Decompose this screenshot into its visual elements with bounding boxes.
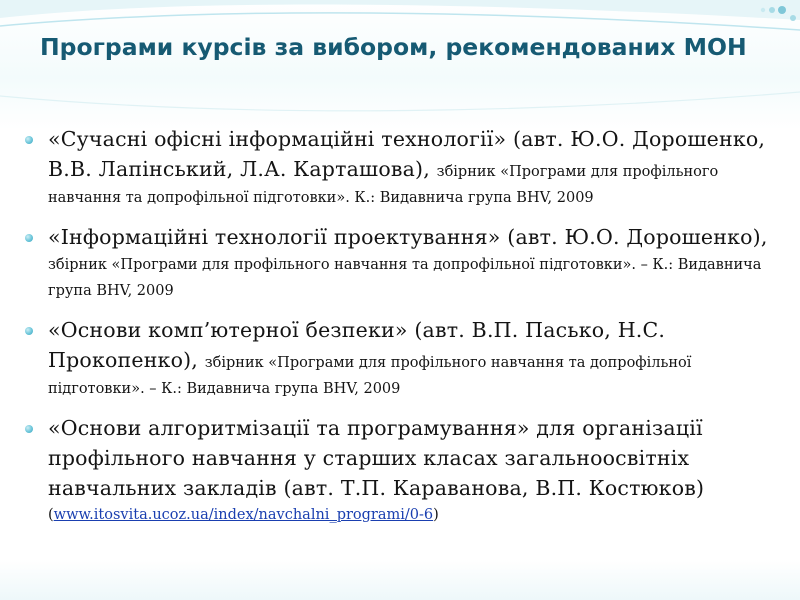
link-open-paren: ( <box>48 507 54 523</box>
bullet-icon <box>25 136 33 144</box>
source-link[interactable]: www.itosvita.ucoz.ua/index/navchalni_programi/0-6 <box>53 507 434 523</box>
course-list <box>22 124 790 538</box>
bullet-icon <box>25 425 33 433</box>
bullet-icon <box>25 327 33 335</box>
bullet-icon <box>25 234 33 242</box>
item-main-text: «Основи комп’ютерної безпеки» (авт. В.П. Пасько, Н.С. Прокопенко), <box>48 318 666 372</box>
item-source-text: збірник «Програми для профільного навчання та допрофільної підготовки». – К.: Видавнича група BHV, 2009 <box>48 257 762 299</box>
list-item <box>22 222 790 304</box>
item-main-text: «Основи алгоритмізації та програмування» для організації профільного навчання у старших класах загальноосвітніх навчальних закладів (авт. Т.П. Караванова, В.П. Костюков) <box>48 416 705 500</box>
decorative-curves <box>0 0 800 130</box>
item-source-text: збірник «Програми для профільного навчання та допрофільної підготовки». К.: Видавнича група BHV, 2009 <box>48 164 719 206</box>
slide-title: Програми курсів за вибором, рекомендованих МОН <box>40 33 747 61</box>
list-item <box>22 413 790 527</box>
item-source-text: збірник «Програми для профільного навчання та допрофільної підготовки». – К.: Видавнича група BHV, 2009 <box>48 355 692 397</box>
list-item <box>22 124 790 211</box>
list-item <box>22 315 790 402</box>
footer-background <box>0 560 800 600</box>
item-main-text: «Інформаційні технології проектування» (авт. Ю.О. Дорошенко), <box>48 225 768 249</box>
link-close-paren: ) <box>433 507 439 523</box>
item-main-text: «Сучасні офісні інформаційні технології» (авт. Ю.О. Дорошенко, В.В. Лапінський, Л.А. Карташова), <box>48 127 766 181</box>
